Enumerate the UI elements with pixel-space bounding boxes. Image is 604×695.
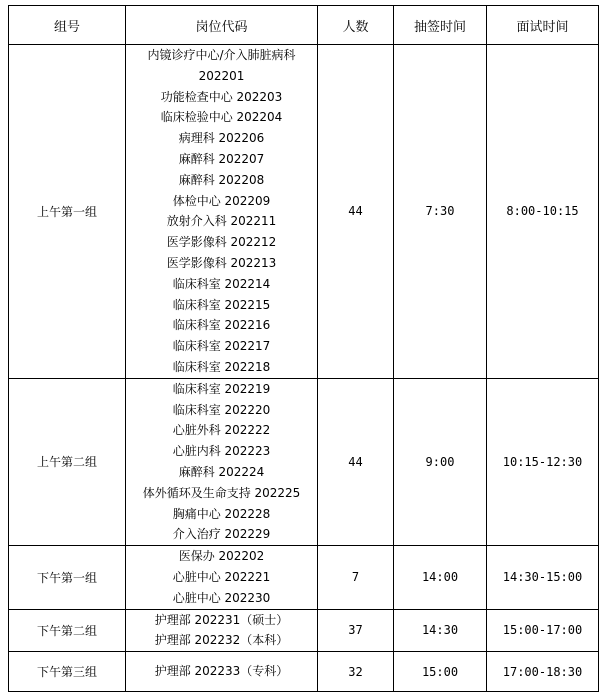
candidate-count: 44 xyxy=(318,378,394,545)
table-row xyxy=(9,546,599,609)
post-code: 临床科室 202217 xyxy=(172,339,271,354)
post-code: 临床科室 202216 xyxy=(172,318,271,333)
draw-time: 14:30 xyxy=(394,609,487,652)
post-code: 临床科室 202220 xyxy=(172,402,271,417)
group-name: 下午第一组 xyxy=(9,546,126,609)
post-code: 体检中心 202209 xyxy=(172,193,271,208)
post-code: 麻醉科 202224 xyxy=(178,464,265,479)
interview-time: 10:15-12:30 xyxy=(487,378,599,545)
post-code: 护理部 202232（本科） xyxy=(154,633,289,648)
candidate-count: 37 xyxy=(318,609,394,652)
draw-time: 7:30 xyxy=(394,45,487,379)
table-row xyxy=(9,45,599,379)
candidate-count: 32 xyxy=(318,652,394,692)
post-code: 内镜诊疗中心/介入肺脏病科 202201 xyxy=(147,48,296,83)
candidate-count: 44 xyxy=(318,45,394,379)
table-row xyxy=(9,378,599,545)
post-code: 临床科室 202218 xyxy=(172,359,271,374)
header-group: 组号 xyxy=(9,6,126,45)
post-code: 护理部 202233（专科） xyxy=(154,664,289,679)
post-code: 心脏中心 202230 xyxy=(172,590,271,605)
post-code: 临床科室 202219 xyxy=(172,381,271,396)
post-code: 麻醉科 202208 xyxy=(178,172,265,187)
interview-schedule-table xyxy=(8,5,599,692)
draw-time: 14:00 xyxy=(394,546,487,609)
post-code: 医学影像科 202212 xyxy=(166,235,277,250)
table-row xyxy=(9,609,599,652)
post-code-cell xyxy=(126,609,318,652)
post-code: 放射介入科 202211 xyxy=(166,214,277,229)
post-code: 医学影像科 202213 xyxy=(166,255,277,270)
post-code-cell xyxy=(126,378,318,545)
candidate-count: 7 xyxy=(318,546,394,609)
group-name: 上午第一组 xyxy=(9,45,126,379)
interview-time: 14:30-15:00 xyxy=(487,546,599,609)
post-code-cell xyxy=(126,652,318,692)
header-interview-time: 面试时间 xyxy=(487,6,599,45)
draw-time: 15:00 xyxy=(394,652,487,692)
post-code: 体外循环及生命支持 202225 xyxy=(142,485,301,500)
post-code: 医保办 202202 xyxy=(178,549,265,564)
header-count: 人数 xyxy=(318,6,394,45)
group-name: 上午第二组 xyxy=(9,378,126,545)
group-name: 下午第三组 xyxy=(9,652,126,692)
post-code: 麻醉科 202207 xyxy=(178,151,265,166)
draw-time: 9:00 xyxy=(394,378,487,545)
post-code: 病理科 202206 xyxy=(178,131,265,146)
post-code-cell xyxy=(126,45,318,379)
group-name: 下午第二组 xyxy=(9,609,126,652)
interview-time: 15:00-17:00 xyxy=(487,609,599,652)
post-code: 心脏外科 202222 xyxy=(172,423,271,438)
post-code: 心脏内科 202223 xyxy=(172,444,271,459)
post-code: 临床科室 202214 xyxy=(172,276,271,291)
table-row xyxy=(9,652,599,692)
post-code: 胸痛中心 202228 xyxy=(172,506,271,521)
post-code: 介入治疗 202229 xyxy=(172,527,271,542)
header-draw-time: 抽签时间 xyxy=(394,6,487,45)
post-code: 功能检查中心 202203 xyxy=(160,89,283,104)
header-post-code: 岗位代码 xyxy=(126,6,318,45)
post-code: 心脏中心 202221 xyxy=(172,569,271,584)
interview-time: 8:00-10:15 xyxy=(487,45,599,379)
post-code: 临床检验中心 202204 xyxy=(160,110,283,125)
post-code: 护理部 202231（硕士） xyxy=(154,612,289,627)
interview-time: 17:00-18:30 xyxy=(487,652,599,692)
header-row xyxy=(9,6,599,45)
post-code-cell xyxy=(126,546,318,609)
post-code: 临床科室 202215 xyxy=(172,297,271,312)
